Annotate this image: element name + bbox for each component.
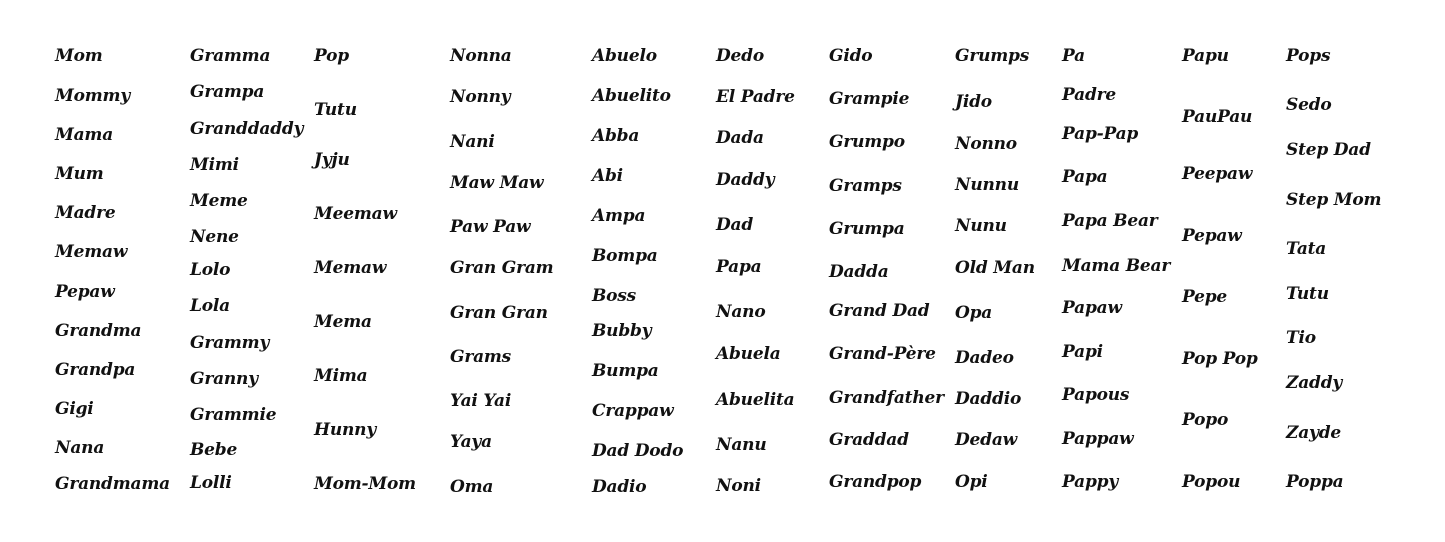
name-word: Jyju xyxy=(314,150,350,170)
name-word: Nani xyxy=(450,132,495,152)
name-word: Lolli xyxy=(190,473,232,493)
name-word: Grams xyxy=(450,347,512,367)
name-word: Dedaw xyxy=(955,430,1018,450)
name-word: Pepaw xyxy=(1182,226,1242,246)
name-word: Opi xyxy=(955,472,988,492)
name-word: Mema xyxy=(314,312,372,332)
name-word: Sedo xyxy=(1286,95,1332,115)
name-word: Boss xyxy=(592,286,637,306)
name-word: Grampie xyxy=(829,89,910,109)
name-word: Grandma xyxy=(55,321,142,341)
name-word: Padre xyxy=(1062,85,1117,105)
name-word: Noni xyxy=(716,476,761,496)
name-word: Maw Maw xyxy=(450,173,544,193)
name-word: Grumpo xyxy=(829,132,905,152)
name-word: El Padre xyxy=(716,87,795,107)
name-word: Daddio xyxy=(955,389,1022,409)
name-word: Pepaw xyxy=(55,282,115,302)
name-word: Dadda xyxy=(829,262,889,282)
name-word: Granddaddy xyxy=(190,119,304,139)
name-word: Grandpop xyxy=(829,472,922,492)
name-word: Dad Dodo xyxy=(592,441,684,461)
name-word: Bebe xyxy=(190,440,238,460)
name-word: Abuelo xyxy=(592,46,657,66)
name-word: Lolo xyxy=(190,260,231,280)
name-word: Nunnu xyxy=(955,175,1019,195)
name-word: Step Dad xyxy=(1286,140,1371,160)
name-word: Nonny xyxy=(450,87,511,107)
name-word: Tata xyxy=(1286,239,1327,259)
name-column-3 xyxy=(314,0,464,542)
name-word: Bumpa xyxy=(592,361,659,381)
name-word: Nana xyxy=(55,438,105,458)
name-word: Mama xyxy=(55,125,114,145)
name-word: Pop Pop xyxy=(1182,349,1258,369)
name-word: Hunny xyxy=(314,420,377,440)
name-word: Mom-Mom xyxy=(314,474,416,494)
name-column-11 xyxy=(1286,0,1436,542)
name-word: Paw Paw xyxy=(450,217,531,237)
name-word: Grammy xyxy=(190,333,270,353)
name-word: Pappaw xyxy=(1062,429,1134,449)
name-word: Peepaw xyxy=(1182,164,1253,184)
name-word: Grammie xyxy=(190,405,277,425)
name-word: Nonno xyxy=(955,134,1017,154)
name-word: Tutu xyxy=(1286,284,1329,304)
name-word: Gido xyxy=(829,46,873,66)
name-word: Nunu xyxy=(955,216,1007,236)
name-word: Mimi xyxy=(190,155,239,175)
name-word: Pa xyxy=(1062,46,1085,66)
name-word: Grandfather xyxy=(829,388,944,408)
name-word: Abuelito xyxy=(592,86,671,106)
name-word: Yai Yai xyxy=(450,391,512,411)
name-word: Mum xyxy=(55,164,104,184)
name-word: Opa xyxy=(955,303,993,323)
name-word: Nene xyxy=(190,227,239,247)
name-word: Mom xyxy=(55,46,103,66)
name-word: Old Man xyxy=(955,258,1035,278)
name-word: Papa Bear xyxy=(1062,211,1158,231)
name-word: Grampa xyxy=(190,82,265,102)
name-word: Popo xyxy=(1182,410,1229,430)
name-word: Papa xyxy=(1062,167,1108,187)
name-word: Daddy xyxy=(716,170,775,190)
name-word: Tutu xyxy=(314,100,357,120)
name-word: Crappaw xyxy=(592,401,674,421)
name-word: Poppa xyxy=(1286,472,1344,492)
name-word: Memaw xyxy=(55,242,128,262)
name-word: Abi xyxy=(592,166,623,186)
name-word: Granny xyxy=(190,369,258,389)
name-word: Grandmama xyxy=(55,474,170,494)
name-word: Grumps xyxy=(955,46,1030,66)
name-word: Pop xyxy=(314,46,349,66)
name-word: Bompa xyxy=(592,246,658,266)
name-word: Step Mom xyxy=(1286,190,1382,210)
name-word: Dadio xyxy=(592,477,647,497)
name-word: Madre xyxy=(55,203,116,223)
name-word: Gran Gran xyxy=(450,303,548,323)
name-word: PauPau xyxy=(1182,107,1253,127)
name-word: Bubby xyxy=(592,321,652,341)
name-word: Gramma xyxy=(190,46,271,66)
name-word: Meemaw xyxy=(314,204,397,224)
name-word: Dadeo xyxy=(955,348,1014,368)
name-word: Mama Bear xyxy=(1062,256,1171,276)
name-word: Gigi xyxy=(55,399,94,419)
name-word: Dedo xyxy=(716,46,764,66)
name-word: Oma xyxy=(450,477,494,497)
name-word: Zaddy xyxy=(1286,373,1343,393)
name-word: Tio xyxy=(1286,328,1316,348)
name-word: Gramps xyxy=(829,176,902,196)
name-word: Mommy xyxy=(55,86,131,106)
name-word: Jido xyxy=(955,92,992,112)
name-word: Graddad xyxy=(829,430,909,450)
name-word: Grumpa xyxy=(829,219,905,239)
name-column-1 xyxy=(55,0,205,542)
name-word: Dad xyxy=(716,215,754,235)
name-word: Ampa xyxy=(592,206,646,226)
name-word: Mima xyxy=(314,366,368,386)
name-word: Pap-Pap xyxy=(1062,124,1139,144)
name-word: Dada xyxy=(716,128,764,148)
name-word: Nonna xyxy=(450,46,512,66)
name-word: Abuela xyxy=(716,344,781,364)
name-word: Papi xyxy=(1062,342,1103,362)
name-word: Gran Gram xyxy=(450,258,554,278)
name-word: Zayde xyxy=(1286,423,1342,443)
name-word: Papu xyxy=(1182,46,1229,66)
name-word: Papaw xyxy=(1062,298,1122,318)
name-word: Popou xyxy=(1182,472,1241,492)
name-word: Pops xyxy=(1286,46,1331,66)
name-word: Pepe xyxy=(1182,287,1228,307)
name-word: Meme xyxy=(190,191,248,211)
name-word: Nano xyxy=(716,302,766,322)
name-word: Grand-Père xyxy=(829,344,936,364)
name-word: Lola xyxy=(190,296,230,316)
name-word: Papa xyxy=(716,257,762,277)
name-word: Yaya xyxy=(450,432,492,452)
name-word: Memaw xyxy=(314,258,387,278)
name-word: Nanu xyxy=(716,435,767,455)
name-word: Abba xyxy=(592,126,640,146)
name-word: Pappy xyxy=(1062,472,1118,492)
name-word: Grand Dad xyxy=(829,301,930,321)
name-word: Papous xyxy=(1062,385,1130,405)
name-word: Abuelita xyxy=(716,390,795,410)
name-column-4 xyxy=(450,0,600,542)
name-word: Grandpa xyxy=(55,360,136,380)
